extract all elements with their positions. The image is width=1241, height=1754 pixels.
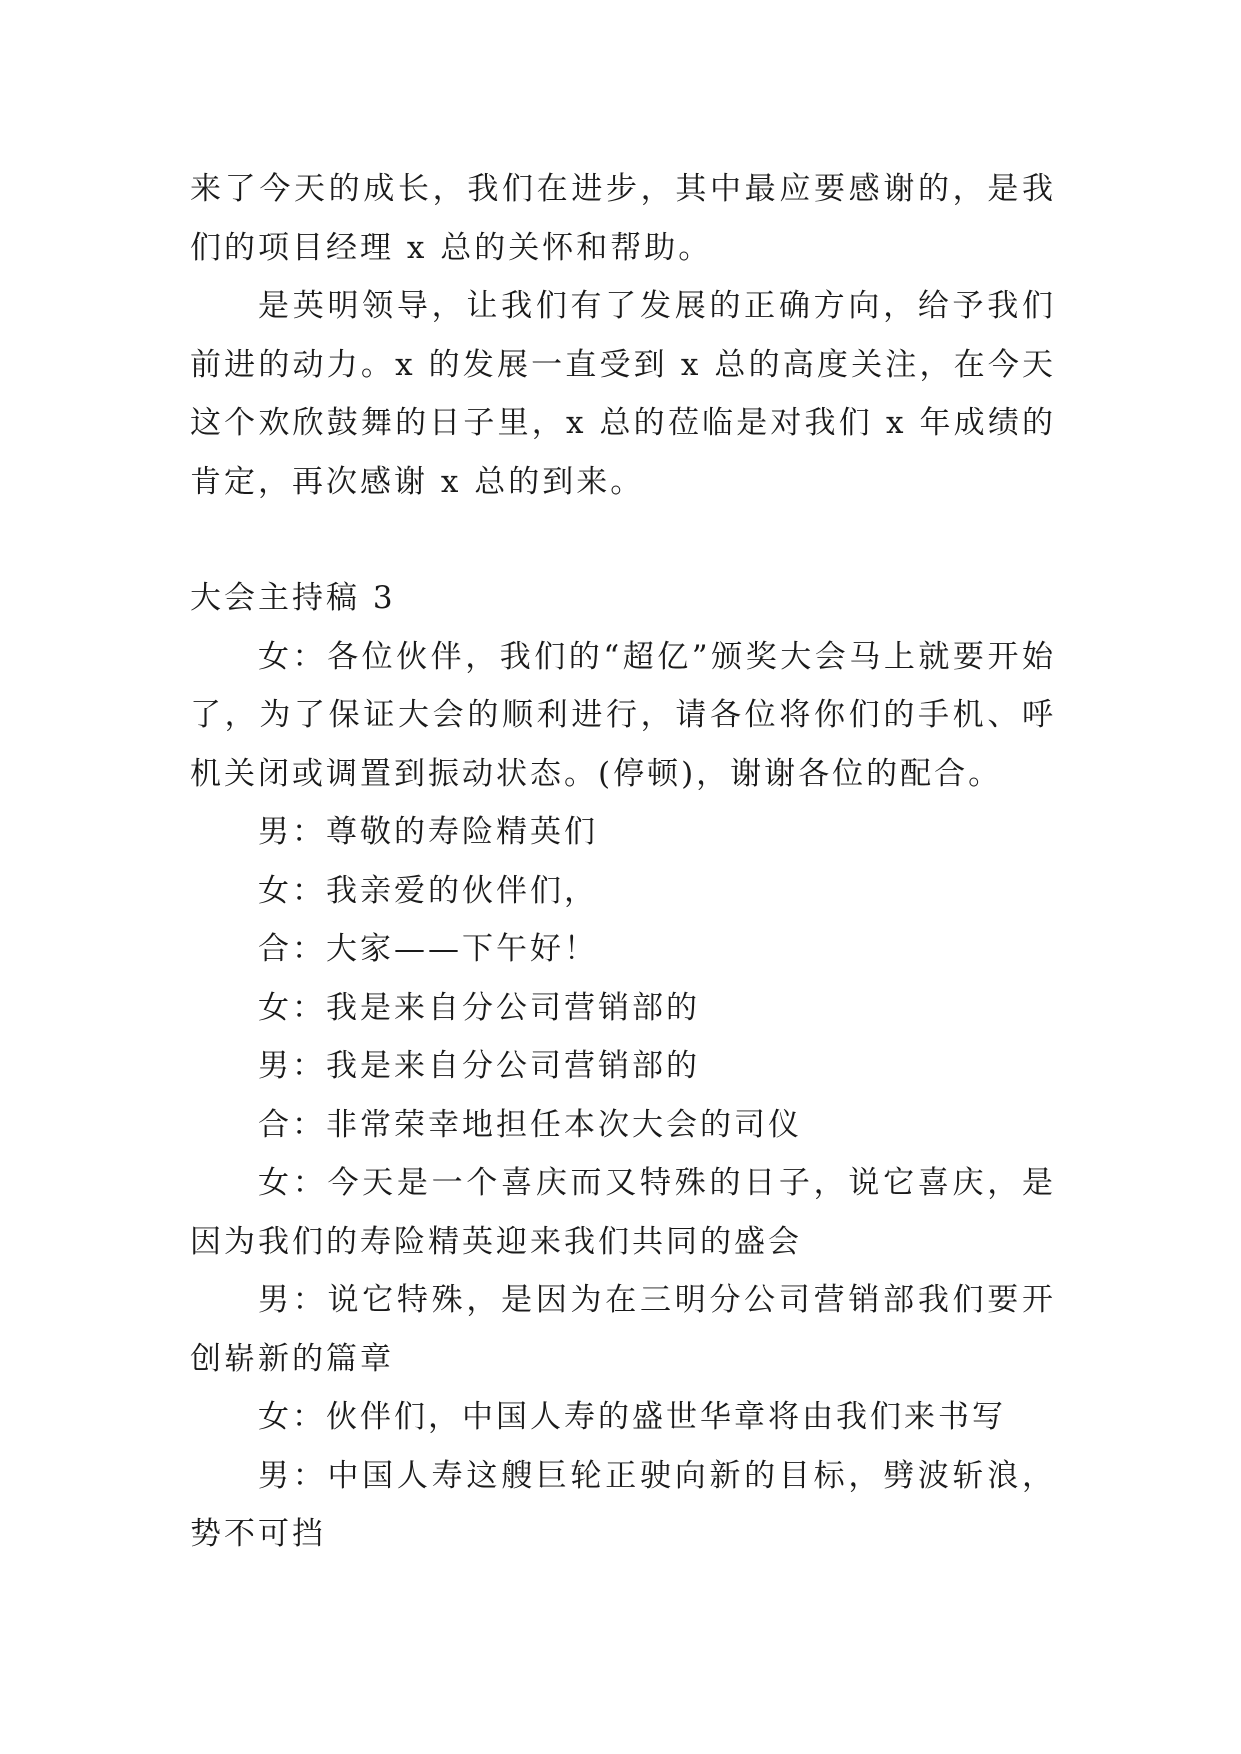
paragraph-continued: 来了今天的成长，我们在进步，其中最应要感谢的，是我们的项目经理 x 总的关怀和帮助。 — [190, 171, 1056, 266]
dialogue-line: 合：非常荣幸地担任本次大会的司仪 — [258, 1106, 802, 1143]
dialogue-line: 女：我是来自分公司营销部的 — [258, 989, 700, 1026]
paragraph: 是英明领导，让我们有了发展的正确方向，给予我们前进的动力。x 的发展一直受到 x 总的高度关注，在今天这个欢欣鼓舞的日子里，x 总的莅临是对我们 x 年成绩的肯定，再次感谢 x 总的到来。 — [190, 288, 1056, 500]
dialogue-line: 女：各位伙伴，我们的“超亿”颁奖大会马上就要开始了，为了保证大会的顺利进行，请各位将你们的手机、呼机关闭或调置到振动状态。(停顿)，谢谢各位的配合。 — [190, 638, 1056, 792]
section-title: 大会主持稿 3 — [190, 580, 396, 616]
dialogue-line: 男：我是来自分公司营销部的 — [258, 1048, 700, 1084]
dialogue-line: 女：我亲爱的伙伴们， — [258, 872, 598, 909]
dialogue-line: 男：说它特殊，是因为在三明分公司营销部我们要开创崭新的篇章 — [190, 1282, 1056, 1377]
dialogue-line: 女：今天是一个喜庆而又特殊的日子，说它喜庆，是因为我们的寿险精英迎来我们共同的盛会 — [190, 1165, 1056, 1260]
dialogue-line: 合：大家——下午好！ — [258, 931, 598, 967]
document-page — [190, 160, 1056, 1564]
dialogue-line: 女：伙伴们，中国人寿的盛世华章将由我们来书写 — [258, 1399, 1006, 1435]
dialogue-line: 男：尊敬的寿险精英们 — [258, 814, 598, 850]
dialogue-line: 男：中国人寿这艘巨轮正驶向新的目标，劈波斩浪，势不可挡 — [190, 1457, 1056, 1552]
